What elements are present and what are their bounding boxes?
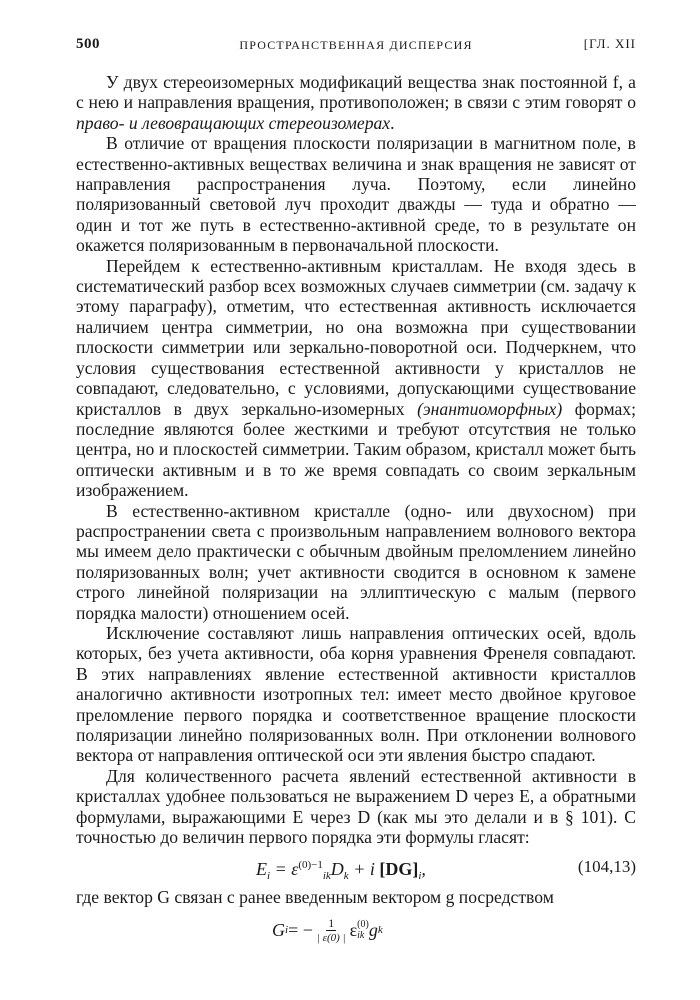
running-title: ПРОСТРАНСТВЕННАЯ ДИСПЕРСИЯ: [239, 38, 473, 52]
equation-number: (104,13): [577, 857, 636, 877]
paragraph-3-text: Перейдем к естественно-активным кристаллам. Не входя здесь в систематический разбор всех возможных случаев симметрии (см. задачу к этому параграфу), отметим, что естественная активность исключается наличием центра симметрии, но она возможна при существовании плоскости симметрии или зеркально-поворотной оси. Подчеркнем, что условия существования естественной активности у кристаллов не совпадают, следовательно, с условиями, допускающими существование кристаллов в двух зеркально-изомерных: [76, 255, 636, 419]
paragraph-1-emphasis: право- и левовращающих стереоизомерах: [76, 112, 391, 133]
chapter-label: [ГЛ. XII: [583, 36, 636, 51]
paragraph-1-end: .: [390, 112, 395, 133]
paragraph-7: где вектор G связан с ранее введенным вектором g посредством: [76, 887, 554, 908]
equation-g-formula: G i = − $\frac{1}{| \varepsilon(0) |}$ ε (0) ik g k: [272, 915, 383, 944]
paragraph-1-text: У двух стереоизомерных модификаций вещества знак постоянной f, а с нею и направления вращения, противоположен; в связи с этим говорят о: [76, 72, 636, 113]
page-number: 500: [76, 36, 100, 52]
paragraph-1: [76, 72, 636, 133]
equation-g-definition: [76, 908, 636, 956]
fraction: $\frac{1}{| \varepsilon(0) |}$: [316, 915, 346, 944]
paragraph-6: Для количественного расчета явлений естественной активности в кристаллах удобнее пользоваться не выражением D через E, а обратными формулами, выражающими E через D (как мы это делали и в § 101). С точностью до величин первого порядка эти формулы гласят:: [76, 765, 636, 848]
paragraph-2: В отличие от вращения плоскости поляризации в магнитном поле, в естественно-активных веществах величина и знак вращения не зависят от направления распространения луча. Поэтому, если линейно поляризованный световой луч проходит дважды — туда и обратно — один и тот же путь в естественно-активной среде, то в результате он окажется поляризованным в первоначальной плоскости.: [76, 133, 636, 256]
equation-104-13-formula: $E_i = \varepsilon^{(0)-1}_{ik}D_k + i$ $[DG]_i$,: [256, 859, 426, 883]
equation-104-13: [76, 849, 636, 887]
paragraph-5: Исключение составляют лишь направления оптических осей, вдоль которых, без учета активности, оба корня уравнения Френеля совпадают. В этих направлениях явление естественной активности кристаллов аналогично активности изотропных тел: имеет место двойное круговое преломление первого порядка и соответственное вращение плоскости поляризации линейно поляризованных волн. При отклонении волнового вектора от направления оптической оси эти явления быстро спадают.: [76, 622, 636, 766]
paragraph-4: В естественно-активном кристалле (одно- или двухосном) при распространении света с произвольным направлением волнового вектора мы имеем дело практически с обычным двойным преломлением линейно поляризованных волн; учет активности сводится в основном к замене строго линейной поляризации на эллиптическую с малым (первого порядка малости) отношением осей.: [76, 500, 636, 623]
body-text: [76, 72, 636, 956]
paragraph-3: [76, 256, 636, 501]
paragraph-3-emphasis: (энантиоморфных): [417, 398, 563, 419]
page-header: [76, 36, 636, 60]
paragraph-3-end: формах; последние являются более жесткими и требуют отсутствия не только центра, но и плоскостей симметрии. Таким образом, кристалл может быть оптически активным и в то же время совпадать со своим зеркальным изображением.: [76, 398, 636, 501]
